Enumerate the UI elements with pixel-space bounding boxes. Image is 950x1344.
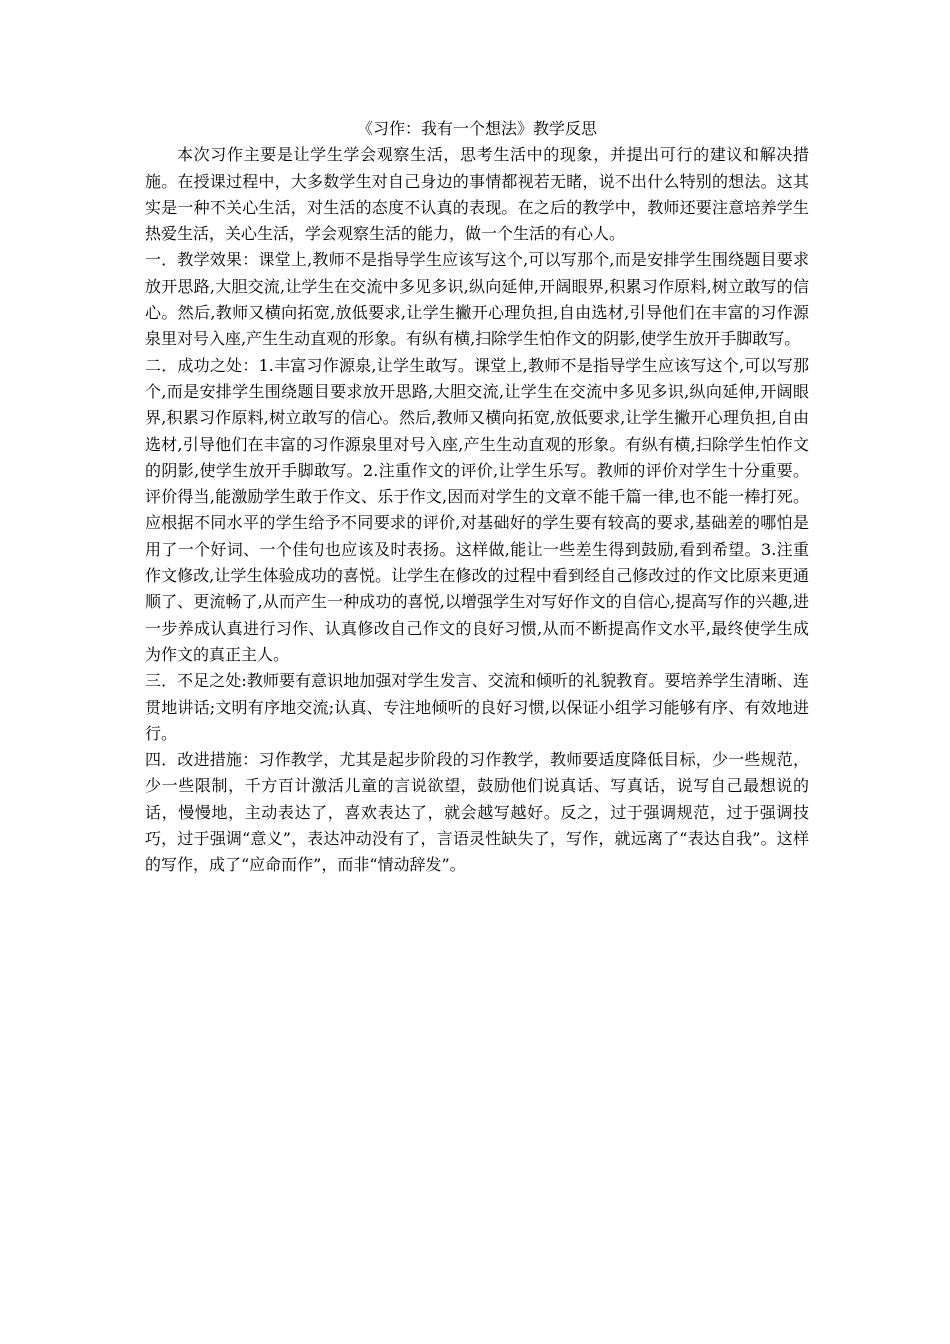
document-title: 《习作：我有一个想法》教学反思 [356, 119, 597, 138]
section-teaching-effect: 一．教学效果：课堂上,教师不是指导学生应该写这个,可以写那个,而是安排学生围绕题目要求放开思路,大胆交流,让学生在交流中多见多识,纵向延伸,开阔眼界,积累习作原料,树立敢写的信心。然后,教师又横向拓宽,放低要求,让学生撇开心理负担,自由选材,引导他们在丰富的习作源泉里对号入座,产生生动直观的形象。有纵有横,扫除学生怕作文的阴影,使学生放开手脚敢写。 [145, 250, 809, 349]
section-successes: 二．成功之处：1.丰富习作源泉,让学生敢写。课堂上,教师不是指导学生应该写这个,可以写那个,而是安排学生围绕题目要求放开思路,大胆交流,让学生在交流中多见多识,纵向延伸,开阔眼界,积累习作原料,树立敢写的信心。然后,教师又横向拓宽,放低要求,让学生撇开心理负担,自由选材,引导他们在丰富的习作源泉里对号入座,产生生动直观的形象。有纵有横,扫除学生怕作文的阴影,使学生放开手脚敢写。2.注重作文的评价,让学生乐写。教师的评价对学生十分重要。评价得当,能激励学生敢于作文、乐于作文,因而对学生的文章不能千篇一律,也不能一棒打死。应根据不同水平的学生给予不同要求的评价,对基础好的学生要有较高的要求,基础差的哪怕是用了一个好词、一个佳句也应该及时表扬。这样做,能让一些差生得到鼓励,看到希望。3.注重作文修改,让学生体验成功的喜悦。让学生在修改的过程中看到经自己修改过的作文比原来更通顺了、更流畅了,从而产生一种成功的喜悦,以增强学生对写好作文的自信心,提高写作的兴趣,进一步养成认真进行习作、认真修改自己作文的良好习惯,从而不断提高作文水平,最终使学生成为作文的真正主人。 [145, 355, 809, 664]
document-body [145, 116, 809, 879]
section-improvements: 四．改进措施：习作教学，尤其是起步阶段的习作教学，教师要适度降低目标，少一些规范，少一些限制，千方百计激活儿童的言说欲望，鼓励他们说真话、写真话，说写自己最想说的话，慢慢地，主动表达了，喜欢表达了，就会越写越好。反之，过于强调规范，过于强调技巧，过于强调“意义”，表达冲动没有了，言语灵性缺失了，写作，就远离了“表达自我”。这样的写作，成了“应命而作”，而非“情动辞发”。 [145, 750, 809, 875]
intro-paragraph: 本次习作主要是让学生学会观察生活，思考生活中的现象，并提出可行的建议和解决措施。在授课过程中，大多数学生对自己身边的事情都视若无睹，说不出什么特别的想法。这其实是一种不关心生活，对生活的态度不认真的表现。在之后的教学中，教师还要注意培养学生热爱生活，关心生活，学会观察生活的能力，做一个生活的有心人。 [145, 145, 809, 244]
section-shortcomings: 三．不足之处:教师要有意识地加强对学生发言、交流和倾听的礼貌教育。要培养学生清晰、连贯地讲话;文明有序地交流;认真、专注地倾听的良好习惯,以保证小组学习能够有序、有效地进行。 [145, 671, 809, 743]
